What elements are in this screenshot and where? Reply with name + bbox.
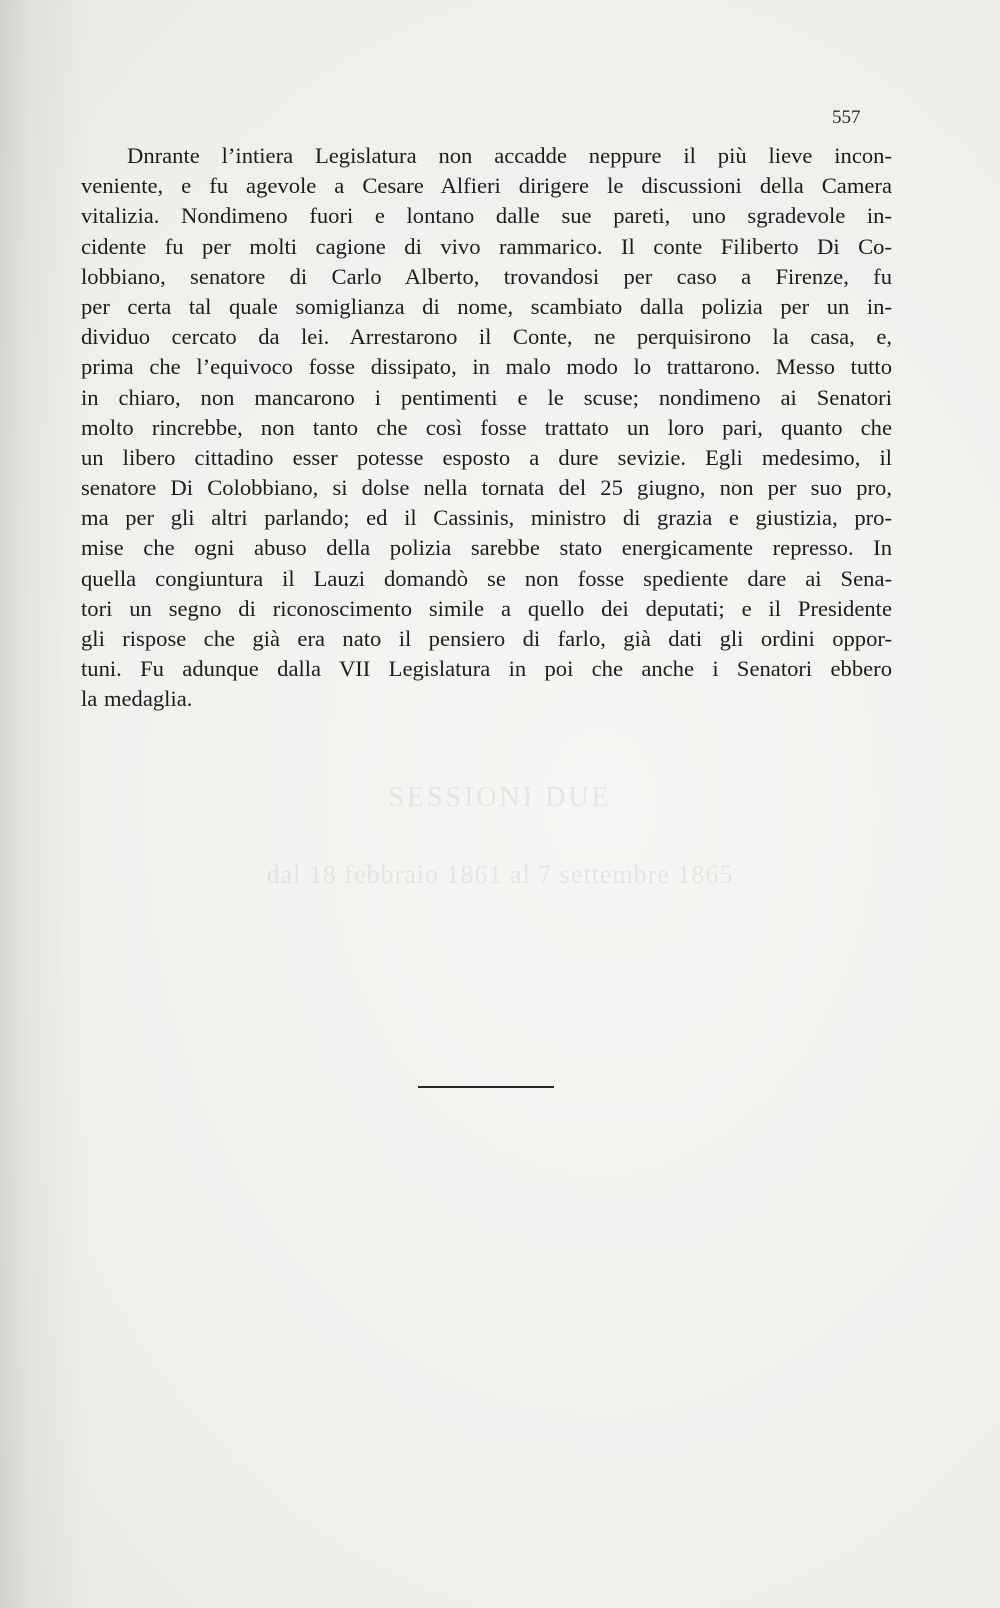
section-divider-rule [418, 1086, 554, 1088]
show-through-heading: SESSIONI DUE [388, 782, 612, 813]
text-line: Dnrante l’intiera Legislatura non accadde neppure il più lieve incon- [127, 143, 892, 168]
text-line: tuni. Fu adunque dalla VII Legislatura in poi che anche i Senatori ebbero [81, 656, 892, 682]
text-line: tori un segno di riconoscimento simile a quello dei deputati; e il Presidente [81, 595, 892, 621]
text-line: mise che ogni abuso della polizia sarebbe stato energicamente represso. In [81, 535, 892, 561]
text-line: per certa tal quale somiglianza di nome, scambiato dalla polizia per un in- [81, 293, 892, 319]
show-through-subheading: dal 18 febbraio 1861 al 7 settembre 1865 [266, 860, 734, 889]
text-line: quella congiuntura il Lauzi domandò se non fosse spediente dare ai Sena- [81, 565, 892, 591]
text-line: lobbiano, senatore di Carlo Alberto, trovandosi per caso a Firenze, fu [81, 263, 892, 289]
text-line: veniente, e fu agevole a Cesare Alfieri dirigere le discussioni della Camera [81, 173, 892, 199]
text-line: un libero cittadino esser potesse esposto a dure sevizie. Egli medesimo, il [81, 444, 892, 470]
text-line: cidente fu per molti cagione di vivo rammarico. Il conte Filiberto Di Co- [81, 233, 892, 259]
text-line: in chiaro, non mancarono i pentimenti e le scuse; nondimeno ai Senatori [81, 384, 892, 410]
page-number: 557 [832, 107, 861, 128]
text-line: ma per gli altri parlando; ed il Cassinis, ministro di grazia e giustizia, pro- [81, 505, 892, 531]
text-line: dividuo cercato da lei. Arrestarono il Conte, ne perquisirono la casa, e, [81, 324, 892, 350]
text-line: senatore Di Colobbiano, si dolse nella tornata del 25 giugno, non per suo pro, [81, 475, 892, 501]
body-paragraph [81, 141, 892, 715]
text-line: gli rispose che già era nato il pensiero di farlo, già dati gli ordini oppor- [81, 626, 892, 651]
text-line: prima che l’equivoco fosse dissipato, in malo modo lo trattarono. Messo tutto [81, 354, 892, 380]
text-line: vitalizia. Nondimeno fuori e lontano dalle sue pareti, uno sgradevole in- [81, 203, 892, 229]
text-line: la medaglia. [81, 686, 193, 712]
text-line: molto rincrebbe, non tanto che così fosse trattato un loro pari, quanto che [81, 414, 892, 440]
